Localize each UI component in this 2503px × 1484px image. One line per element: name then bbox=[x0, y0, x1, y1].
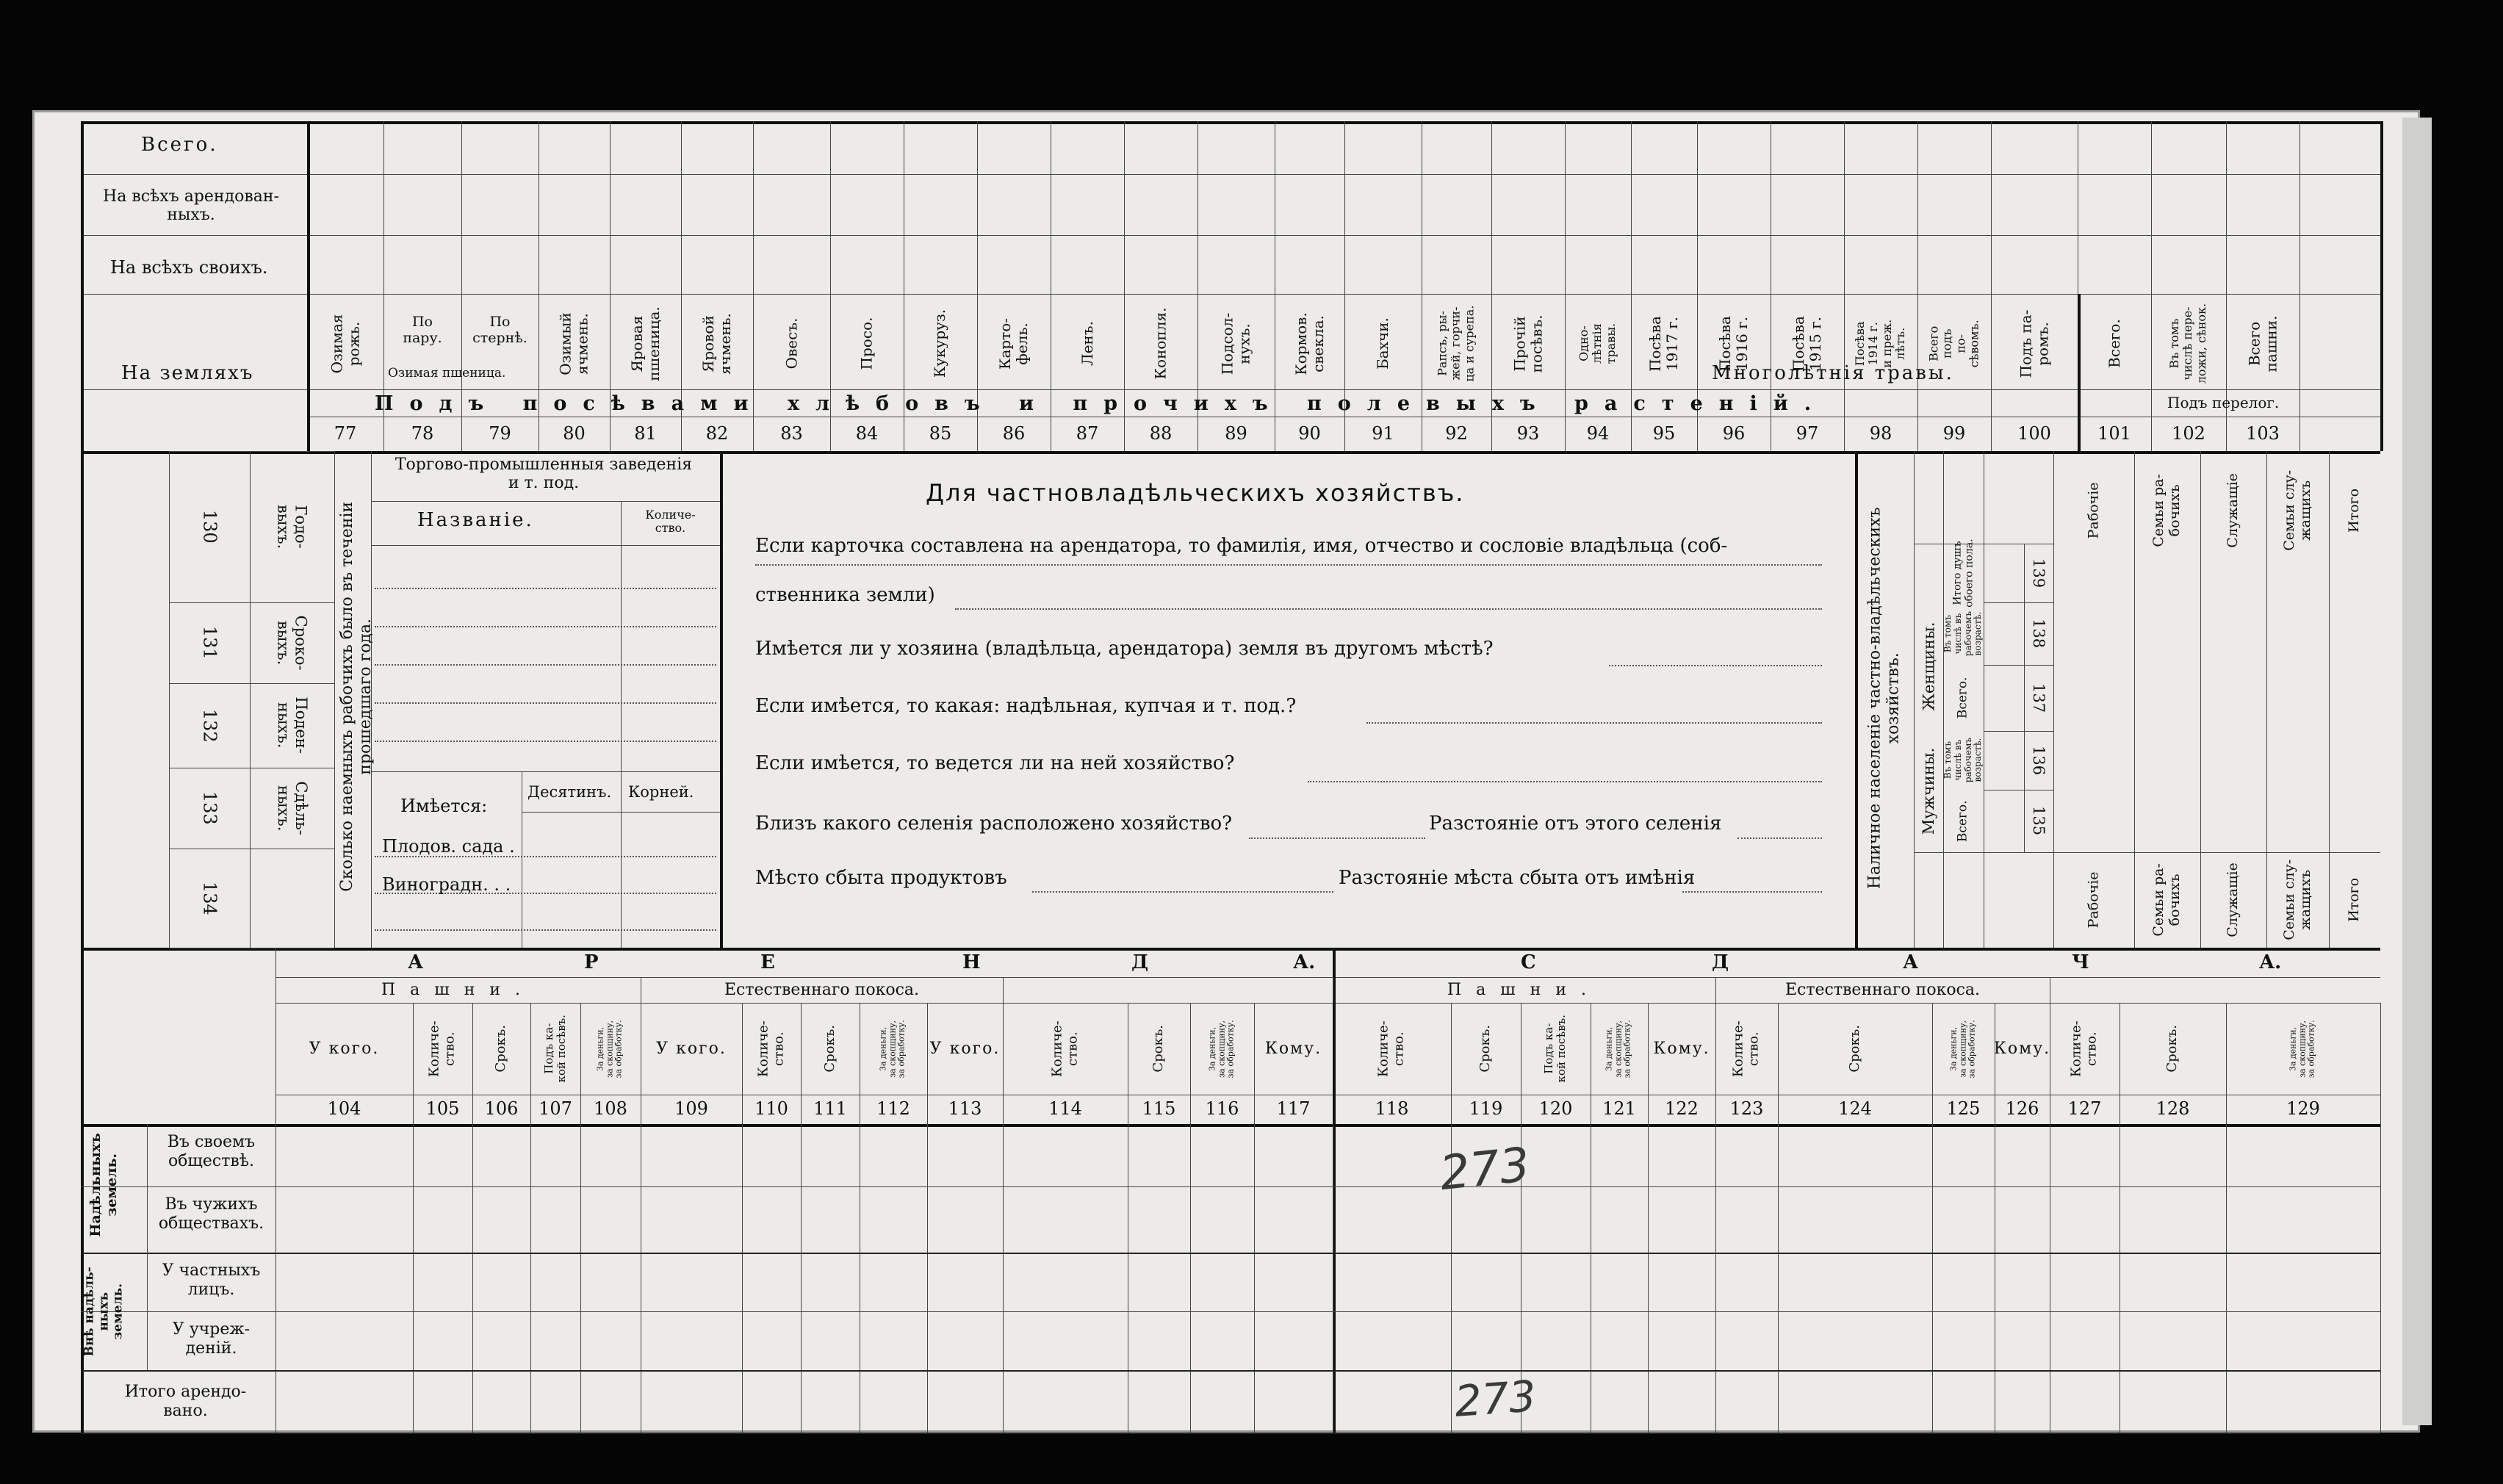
crop-header-17: Прочiй посѣвъ. bbox=[1510, 314, 1545, 372]
arenda-col-number: 105 bbox=[425, 1098, 460, 1120]
grid-hline bbox=[81, 948, 2380, 951]
dotted-line bbox=[1032, 891, 1333, 893]
crop-col-number: 77 bbox=[334, 423, 357, 444]
population-vertical-title: Наличное населенiе частно-владѣльческихъ хозяйствъ. bbox=[1865, 507, 1903, 889]
pop-col-number: 137 bbox=[2030, 682, 2048, 713]
crop-header-15: Бахчи. bbox=[1374, 317, 1391, 370]
arenda-col-number: 117 bbox=[1276, 1098, 1311, 1120]
grid-vline bbox=[530, 1124, 531, 1433]
arenda-header-srok: Срокъ. bbox=[821, 1025, 838, 1073]
page-edge bbox=[2402, 118, 2432, 1425]
grid-vline bbox=[1254, 1124, 1255, 1433]
grid-hline bbox=[81, 294, 2380, 295]
arenda-header-kolichestvo: Количе- ство. bbox=[1049, 1020, 1080, 1077]
grid-vline bbox=[720, 451, 723, 948]
crop-header-8: Просо. bbox=[857, 317, 876, 370]
group-pod-perelog: Подъ перелог. bbox=[2167, 394, 2280, 411]
crop-col-number: 96 bbox=[1722, 423, 1746, 444]
pop-right-col-bottom: Служащiе bbox=[2225, 862, 2241, 937]
private-q5a: Близъ какого селенiя расположено хозяйство? bbox=[755, 813, 1233, 835]
arenda-col-number: 108 bbox=[594, 1098, 627, 1120]
crop-header-19: Посѣва 1917 г. bbox=[1646, 315, 1681, 372]
private-q6a: Мѣсто сбыта продуктовъ bbox=[755, 867, 1007, 889]
grid-vline bbox=[621, 771, 622, 948]
crop-header-9: Кукуруз. bbox=[931, 309, 949, 378]
arenda-col-number: 118 bbox=[1375, 1098, 1409, 1120]
pop-right-col-top: Итого bbox=[2346, 489, 2363, 533]
crop-col-number: 87 bbox=[1076, 423, 1099, 444]
row-label-svoikh: На всѣхъ своихъ. bbox=[110, 257, 268, 278]
grid-hline bbox=[81, 1253, 2380, 1254]
crop-col-number: 91 bbox=[1372, 423, 1394, 444]
crop-header-4: Озимый ячмень. bbox=[556, 311, 591, 375]
crop-header-6: Яровой ячмень. bbox=[699, 312, 734, 375]
grid-vline bbox=[1991, 121, 1992, 451]
arenda-header-komu: Кому. bbox=[1653, 1039, 1710, 1058]
pop-muzh-vsego: Всего. bbox=[1955, 800, 1970, 842]
grid-vline bbox=[413, 1124, 414, 1433]
grid-vline bbox=[1844, 121, 1845, 451]
grid-vline bbox=[927, 1124, 928, 1433]
arenda-header-kolichestvo: Количе- ство. bbox=[1375, 1020, 1407, 1077]
sdacha-title-letter: А. bbox=[2259, 951, 2282, 973]
dotted-line bbox=[955, 608, 1822, 610]
trade-imeetsya: Имѣется: bbox=[400, 796, 488, 816]
trade-count-col: Количе- ство. bbox=[645, 507, 696, 535]
pop-right-col-bottom: Итого bbox=[2346, 878, 2363, 922]
crop-col-number: 89 bbox=[1225, 423, 1247, 444]
handwritten-number-mid: 273 bbox=[1437, 1137, 1533, 1202]
trade-vinograd: Виноградн. . . bbox=[382, 874, 511, 895]
arenda-title-letter: А. bbox=[1293, 951, 1316, 973]
grid-hline bbox=[81, 121, 2380, 124]
crop-col-number: 80 bbox=[563, 423, 586, 444]
handwritten-number-bottom: 273 bbox=[1452, 1371, 1538, 1427]
arenda-col-number: 110 bbox=[754, 1098, 788, 1120]
crop-col-number: 101 bbox=[2097, 423, 2131, 444]
pop-col-number: 138 bbox=[2030, 619, 2048, 649]
arenda-col-number: 116 bbox=[1205, 1098, 1239, 1120]
grid-vline bbox=[1648, 1124, 1649, 1433]
arenda-title-letter: Е bbox=[760, 951, 775, 973]
grid-vline bbox=[307, 121, 310, 451]
private-q2: Имѣется ли у хозяина (владѣльца, арендатора) земля въ другомъ мѣстѣ? bbox=[755, 638, 1494, 660]
dotted-line bbox=[1249, 838, 1425, 839]
private-q4: Если имѣется, то ведется ли на ней хозяйство? bbox=[755, 752, 1235, 774]
workers-col-number: 133 bbox=[199, 791, 220, 825]
arenda-header-srok: Срокъ. bbox=[493, 1025, 509, 1073]
arenda-header-pod_kakoy: Подъ ка- кой посѣвъ. bbox=[1542, 1015, 1569, 1083]
pop-itogo-dush: Итого душъ обоего пола. bbox=[1951, 539, 1976, 608]
grid-vline bbox=[1003, 977, 1004, 1003]
dotted-line bbox=[755, 564, 1822, 566]
grid-hline bbox=[81, 1186, 2380, 1187]
crop-col-number: 99 bbox=[1942, 423, 1966, 444]
private-q6b: Разстоянiе мѣста сбыта отъ имѣнiя bbox=[1339, 867, 1696, 889]
sdacha-title-letter: С bbox=[1521, 951, 1536, 973]
grid-vline bbox=[2380, 1124, 2381, 1433]
crop-col-number: 92 bbox=[1445, 423, 1468, 444]
private-title: Для частновладѣльческихъ хозяйствъ. bbox=[926, 479, 1465, 507]
crop-header-11: Ленъ. bbox=[1078, 321, 1096, 366]
pop-muzh: Мужчины. bbox=[1919, 748, 1937, 835]
crop-col-number: 79 bbox=[489, 423, 511, 444]
private-q1b: ственника земли) bbox=[755, 584, 935, 606]
private-q5b: Разстоянiе отъ этого селенiя bbox=[1429, 813, 1722, 835]
crop-header-1: Озимая рожь. bbox=[327, 314, 362, 373]
grid-hline bbox=[371, 501, 720, 502]
grid-hline bbox=[1914, 852, 2053, 853]
grid-hline bbox=[81, 1311, 2380, 1312]
arenda-col-number: 119 bbox=[1469, 1098, 1503, 1120]
arenda-col-number: 122 bbox=[1665, 1098, 1699, 1120]
arenda-header-u_kogo: У кого. bbox=[929, 1039, 1001, 1058]
label-u-chastnykh: У частныхъ лицъ. bbox=[162, 1261, 261, 1299]
crop-header-10: Карто- фель. bbox=[995, 317, 1031, 370]
dotted-line bbox=[375, 929, 716, 931]
crop-header-25: Всего. bbox=[2105, 319, 2123, 368]
arenda-col-number: 109 bbox=[674, 1098, 708, 1120]
grid-vline bbox=[1917, 121, 1918, 451]
dotted-line bbox=[375, 588, 716, 589]
crop-col-number: 85 bbox=[929, 423, 952, 444]
label-u-uchrezhd: У учреж- денiй. bbox=[172, 1320, 251, 1358]
trade-plodov: Плодов. сада . bbox=[382, 836, 515, 857]
row-label-arendovannykh: На всѣхъ арендован- ныхъ. bbox=[103, 187, 279, 224]
crop-header-13: Подсол- нухъ. bbox=[1218, 312, 1253, 375]
arenda-title-letter: Р bbox=[584, 951, 599, 973]
pop-right-col-top: Семьи слу- жащихъ bbox=[2280, 470, 2313, 551]
crop-col-number: 103 bbox=[2246, 423, 2280, 444]
arenda-col-number: 120 bbox=[1538, 1098, 1573, 1120]
crop-col-number: 84 bbox=[855, 423, 879, 444]
arenda-col-number: 113 bbox=[948, 1098, 982, 1120]
crop-header-18: Одно- лѣтнiя травы. bbox=[1577, 323, 1618, 364]
arenda-title-letter: Н bbox=[962, 951, 981, 973]
arenda-col-number: 125 bbox=[1946, 1098, 1981, 1120]
pop-right-col-bottom: Семьи ра- бочихъ bbox=[2150, 863, 2183, 937]
sdacha-pokos: Естественнаго покоса. bbox=[1784, 980, 1980, 999]
crop-col-number: 97 bbox=[1796, 423, 1819, 444]
arenda-header-komu: Кому. bbox=[1993, 1039, 2051, 1058]
trade-desyatin: Десятинъ. bbox=[527, 783, 612, 801]
crop-header-3: По стернѣ. bbox=[472, 314, 527, 346]
arenda-header-kolichestvo: Количе- ство. bbox=[755, 1020, 786, 1077]
pop-right-col-top: Рабочiе bbox=[2085, 482, 2102, 539]
grid-hline bbox=[371, 545, 720, 546]
crop-col-number: 102 bbox=[2172, 423, 2205, 444]
arenda-header-srok: Срокъ. bbox=[1150, 1025, 1167, 1073]
arenda-header-kolichestvo: Количе- ство. bbox=[2068, 1020, 2100, 1077]
workers-col-number: 131 bbox=[199, 626, 220, 660]
crop-header-27: Всего пашни. bbox=[2245, 315, 2280, 372]
arenda-title-letter: А bbox=[408, 951, 424, 973]
crop-col-number: 82 bbox=[705, 423, 729, 444]
arenda-pokos: Естественнаго покоса. bbox=[724, 980, 919, 999]
dotted-line bbox=[1308, 781, 1822, 782]
label-v-svoem: Въ своемъ обществѣ. bbox=[167, 1133, 256, 1170]
arenda-header-za_dengi: За деньги, за скопщину, за обработку. bbox=[879, 1019, 907, 1078]
arenda-header-za_dengi: За деньги, за скопщину, за обработку. bbox=[1207, 1019, 1236, 1078]
grid-hline bbox=[2053, 852, 2380, 853]
arenda-col-number: 127 bbox=[2067, 1098, 2102, 1120]
dotted-line bbox=[1609, 665, 1822, 666]
crop-header-12: Конопля. bbox=[1151, 307, 1170, 380]
pop-zhen-vsego: Всего. bbox=[1955, 677, 1970, 719]
grid-vline bbox=[1715, 1124, 1716, 1433]
arenda-header-pod_kakoy: Подъ ка- кой посѣвъ. bbox=[541, 1015, 568, 1083]
dotted-line bbox=[375, 741, 716, 742]
arenda-col-number: 112 bbox=[876, 1098, 910, 1120]
arenda-col-number: 107 bbox=[539, 1098, 572, 1120]
crop-col-number: 90 bbox=[1298, 423, 1321, 444]
grid-vline bbox=[1932, 1124, 1933, 1433]
dotted-line bbox=[375, 626, 716, 627]
grid-hline bbox=[81, 1370, 2380, 1372]
arenda-header-za_dengi: За деньги, за скопщину, за обработку. bbox=[596, 1019, 624, 1078]
workers-col-number: 130 bbox=[199, 510, 220, 544]
workers-col-label: Поден- ныхъ. bbox=[274, 696, 310, 754]
crop-header-21: Посѣва 1915 г. bbox=[1790, 315, 1824, 372]
arenda-header-srok: Срокъ. bbox=[1846, 1025, 1862, 1073]
grid-vline bbox=[275, 1124, 276, 1433]
grid-hline bbox=[371, 771, 720, 772]
crop-col-number: 95 bbox=[1652, 423, 1676, 444]
pop-right-col-bottom: Семьи слу- жащихъ bbox=[2280, 860, 2313, 940]
dotted-line bbox=[1366, 722, 1822, 724]
crop-header-16: Рапсъ, ры- жей, горчи- ца и сурепа. bbox=[1435, 305, 1477, 382]
crop-col-number: 83 bbox=[780, 423, 803, 444]
label-itogo-arendovano: Итого арендо- вано. bbox=[124, 1383, 247, 1420]
grid-vline bbox=[472, 1124, 473, 1433]
crop-header-2: По пару. bbox=[403, 314, 442, 346]
workers-vertical-title: Сколько наемныхъ рабочихъ было въ теченiи прошедшаго года. bbox=[337, 501, 375, 892]
label-nadelnykh: Надѣльныхъ земель. bbox=[87, 1132, 120, 1237]
grid-hline bbox=[81, 1124, 2380, 1127]
group-mnogoletnie: Многолѣтнiя травы. bbox=[1712, 362, 1954, 384]
pop-col-number: 135 bbox=[2030, 806, 2048, 836]
grid-hline bbox=[81, 1433, 2380, 1434]
pop-zhen: Женщины. bbox=[1919, 622, 1937, 711]
workers-col-number: 132 bbox=[199, 708, 220, 743]
arenda-header-srok: Срокъ. bbox=[2164, 1025, 2180, 1073]
grid-hline bbox=[81, 235, 2380, 236]
grid-hline bbox=[81, 174, 2380, 175]
grid-vline bbox=[580, 1124, 581, 1433]
pop-zhen-rabochie: Въ томъ числѣ въ рабочемъ возрастѣ. bbox=[1942, 610, 1984, 657]
grid-vline bbox=[2151, 121, 2152, 451]
arenda-header-za_dengi: За деньги, за скопщину, за обработку. bbox=[1605, 1019, 1633, 1078]
arenda-col-number: 124 bbox=[1838, 1098, 1872, 1120]
grid-hline bbox=[81, 389, 2380, 390]
dotted-line bbox=[1737, 838, 1822, 839]
arenda-pashni: Пашни. bbox=[381, 980, 536, 999]
private-q1a: Если карточка составлена на арендатора, то фамилiя, имя, отчество и сословiе владѣльца (соб- bbox=[755, 535, 1728, 557]
arenda-col-number: 111 bbox=[813, 1098, 847, 1120]
pop-right-col-top: Семьи ра- бочихъ bbox=[2150, 474, 2183, 547]
pop-right-col-bottom: Рабочiе bbox=[2085, 871, 2102, 929]
row-label-na-zemlyakh: На земляхъ bbox=[121, 362, 254, 384]
arenda-header-za_dengi: За деньги, за скопщину, за обработку. bbox=[2288, 1019, 2317, 1078]
private-q3: Если имѣется, то какая: надѣльная, купчая и т. под.? bbox=[755, 695, 1297, 717]
dotted-line bbox=[375, 702, 716, 704]
crop-header-14: Кормов. свекла. bbox=[1292, 311, 1327, 375]
grid-vline bbox=[2226, 1124, 2227, 1433]
sdacha-title-letter: Д bbox=[1712, 951, 1729, 973]
arenda-header-u_kogo: У кого. bbox=[309, 1039, 380, 1058]
crop-col-number: 81 bbox=[634, 423, 657, 444]
crop-header-23: Всего подъ по- сѣвомъ. bbox=[1926, 320, 1981, 367]
arenda-header-srok: Срокъ. bbox=[1477, 1025, 1494, 1073]
sdacha-title-letter: Ч bbox=[2072, 951, 2089, 973]
grid-vline bbox=[1190, 1124, 1191, 1433]
crop-header-7: Овесъ. bbox=[782, 317, 800, 370]
arenda-header-komu: Кому. bbox=[1264, 1039, 1322, 1058]
crop-header-26: Въ томъ числѣ пере- ложи, сѣнок. bbox=[2167, 303, 2209, 384]
grid-vline bbox=[621, 501, 622, 771]
workers-col-label: Сдѣль- ныхъ. bbox=[274, 781, 310, 835]
arenda-col-number: 106 bbox=[484, 1098, 519, 1120]
row-label-vsego: Всего. bbox=[141, 134, 218, 156]
arenda-header-kolichestvo: Количе- ство. bbox=[426, 1020, 458, 1077]
label-v-chuzhikh: Въ чужихъ обществахъ. bbox=[158, 1195, 264, 1233]
crop-header-22: Посѣва 1914 г. и преж. лѣтъ. bbox=[1853, 319, 1908, 368]
arenda-col-number: 126 bbox=[2005, 1098, 2039, 1120]
grid-vline bbox=[1778, 1124, 1779, 1433]
label-vnenadelnykh: Внѣ надѣль- ныхъ земель. bbox=[82, 1266, 126, 1356]
crop-col-number: 78 bbox=[411, 423, 434, 444]
crop-col-number: 100 bbox=[2017, 423, 2051, 444]
crop-col-number: 94 bbox=[1586, 423, 1610, 444]
grid-vline bbox=[2299, 121, 2300, 451]
arenda-col-number: 128 bbox=[2156, 1098, 2190, 1120]
arenda-header-u_kogo: У кого. bbox=[656, 1039, 727, 1058]
group-ozimaya-pshenitsa: Озимая пшеница. bbox=[388, 366, 506, 381]
crop-col-number: 86 bbox=[1002, 423, 1026, 444]
arenda-col-number: 104 bbox=[327, 1098, 361, 1120]
crop-col-number: 98 bbox=[1869, 423, 1892, 444]
arenda-col-number: 129 bbox=[2286, 1098, 2320, 1120]
arenda-col-number: 114 bbox=[1048, 1098, 1082, 1120]
arenda-col-number: 123 bbox=[1729, 1098, 1764, 1120]
dotted-line bbox=[375, 664, 716, 666]
pop-muzh-rabochie: Въ томъ числѣ въ рабочемъ возрастѣ. bbox=[1942, 738, 1984, 783]
arenda-title-letter: Д bbox=[1131, 951, 1149, 973]
workers-col-label: Сроко- выхъ. bbox=[274, 615, 310, 671]
grid-vline bbox=[1003, 1124, 1004, 1433]
workers-col-label bbox=[250, 849, 334, 948]
workers-col-number: 134 bbox=[199, 881, 220, 915]
crop-header-5: Яровая пшеница. bbox=[627, 306, 663, 381]
arenda-col-number: 115 bbox=[1142, 1098, 1176, 1120]
sdacha-pashni: Пашни. bbox=[1447, 980, 1602, 999]
crop-col-number: 88 bbox=[1149, 423, 1173, 444]
trade-korney: Корней. bbox=[628, 783, 694, 801]
grid-vline bbox=[2380, 121, 2383, 451]
crop-header-24: Подъ па- ромъ. bbox=[2016, 309, 2051, 378]
grid-vline bbox=[742, 1124, 743, 1433]
pop-right-col-top: Служащiе bbox=[2225, 473, 2241, 548]
grid-hline bbox=[522, 812, 720, 813]
grid-vline bbox=[801, 1124, 802, 1433]
dotted-line bbox=[1682, 891, 1822, 893]
arenda-col-number: 121 bbox=[1602, 1098, 1636, 1120]
arenda-header-kolichestvo: Количе- ство. bbox=[1730, 1020, 1762, 1077]
group-pod-posevami: Подъ посѣвами хлѣбовъ и прочихъ полевыхъ растенiй. bbox=[375, 392, 1828, 415]
crop-col-number: 93 bbox=[1516, 423, 1540, 444]
pop-col-number: 136 bbox=[2030, 745, 2048, 776]
trade-name-col: Названiе. bbox=[417, 509, 534, 531]
workers-col-label: Годо- выхъ. bbox=[274, 504, 310, 550]
arenda-header-za_dengi: За деньги, за скопщину, за обработку. bbox=[1948, 1019, 1977, 1078]
crop-header-20: Посѣва 1916 г. bbox=[1716, 315, 1751, 372]
pop-col-number: 139 bbox=[2030, 558, 2048, 588]
trade-title: Торгово-промышленныя заведенiя и т. под. bbox=[395, 455, 693, 492]
sdacha-title-letter: А bbox=[1903, 951, 1919, 973]
